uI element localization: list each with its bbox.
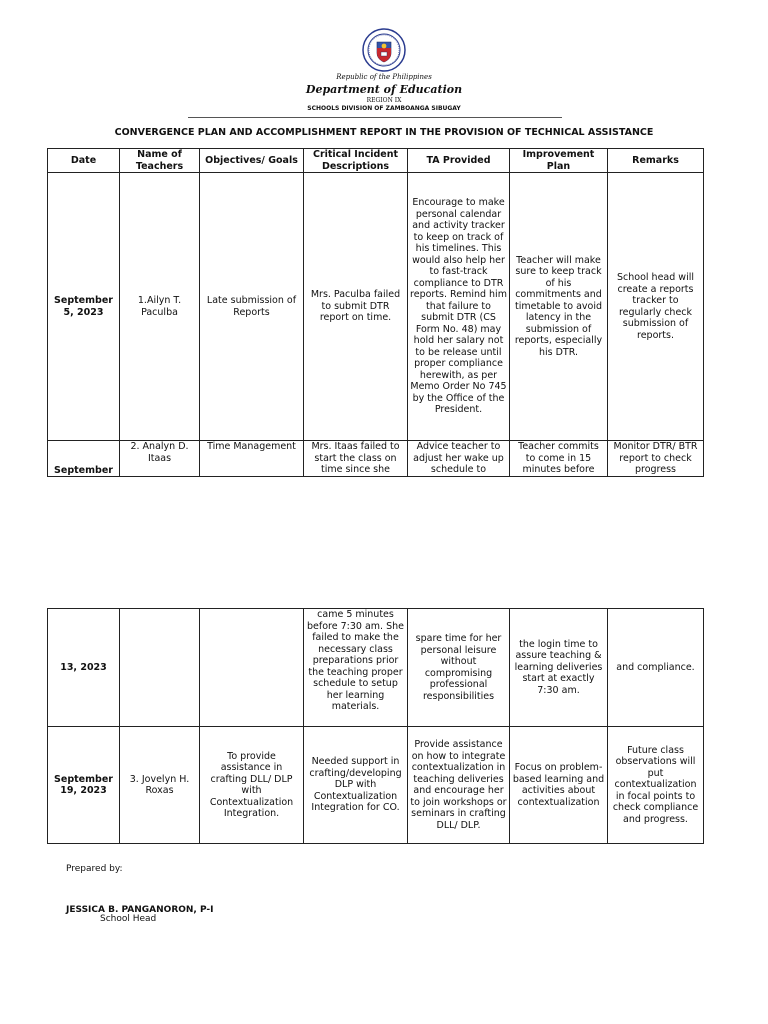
column-header-plan: Improvement Plan xyxy=(510,149,608,173)
row-incident: came 5 minutes before 7:30 am. She failed to make the necessary class preparations prior the teaching proper schedule to setup her learning materials. xyxy=(304,609,408,727)
table-row xyxy=(48,173,704,441)
row-objective: Time Management xyxy=(200,441,304,477)
row-teacher: 1.Ailyn T. Paculba xyxy=(120,173,200,441)
document-title: CONVERGENCE PLAN AND ACCOMPLISHMENT REPORT IN THE PROVISION OF TECHNICAL ASSISTANCE xyxy=(114,127,654,138)
row-incident: Mrs. Paculba failed to submit DTR report on time. xyxy=(304,173,408,441)
column-header-remarks: Remarks xyxy=(608,149,704,173)
row-plan: Focus on problem-based learning and activities about contextualization xyxy=(510,727,608,844)
row-date: September 5, 2023 xyxy=(48,173,120,441)
row-ta: Encourage to make personal calendar and activity tracker to keep on track of his timelines. This would also help her to fast-track compliance to DTR reports. Remind him that failure to submit DTR (CS Form No. 48) may hold her salary not to be release until proper compliance herewith, as per Memo Order No 745 by the Office of the President. xyxy=(408,173,510,441)
table-row xyxy=(48,727,704,844)
table-row xyxy=(48,441,704,477)
signatory-name: JESSICA B. PANGANORON, P-I xyxy=(66,905,214,915)
region-label: REGION IX xyxy=(366,97,402,104)
letterhead xyxy=(0,28,768,112)
header-divider xyxy=(188,117,562,118)
row-objective: To provide assistance in crafting DLL/ DLP with Contextualization Integration. xyxy=(200,727,304,844)
row-plan: Teacher commits to come in 15 minutes before xyxy=(510,441,608,477)
row-objective xyxy=(200,609,304,727)
division-label: SCHOOLS DIVISION OF ZAMBOANGA SIBUGAY xyxy=(307,105,461,112)
row-ta: spare time for her personal leisure without compromising professional responsibilities xyxy=(408,609,510,727)
row-objective: Late submission of Reports xyxy=(200,173,304,441)
row-incident: Needed support in crafting/developing DLP with Contextualization Integration for CO. xyxy=(304,727,408,844)
row-plan: the login time to assure teaching & learning deliveries start at exactly 7:30 am. xyxy=(510,609,608,727)
column-header-teachers: Name of Teachers xyxy=(120,149,200,173)
column-header-date: Date xyxy=(48,149,120,173)
department-name: Department of Education xyxy=(305,83,463,96)
report-table-part-2 xyxy=(47,608,704,844)
row-teacher: 2. Analyn D. Itaas xyxy=(120,441,200,477)
republic-label: Republic of the Philippines xyxy=(336,73,432,81)
table-row xyxy=(48,609,704,727)
row-remarks: Monitor DTR/ BTR report to check progress xyxy=(608,441,704,477)
row-teacher xyxy=(120,609,200,727)
prepared-by-label: Prepared by: xyxy=(66,864,123,874)
column-header-incident: Critical Incident Descriptions xyxy=(304,149,408,173)
row-remarks: Future class observations will put contextualization in focal points to check compliance and progress. xyxy=(608,727,704,844)
row-date: 13, 2023 xyxy=(48,609,120,727)
row-ta: Advice teacher to adjust her wake up schedule to xyxy=(408,441,510,477)
row-remarks: School head will create a reports tracker to regularly check submission of reports. xyxy=(608,173,704,441)
deped-seal-icon xyxy=(362,28,406,72)
table-header-row xyxy=(48,149,704,173)
row-date: September xyxy=(48,441,120,477)
report-table-part-1 xyxy=(47,148,704,477)
signatory-role: School Head xyxy=(100,914,157,924)
column-header-ta: TA Provided xyxy=(408,149,510,173)
row-incident: Mrs. Itaas failed to start the class on time since she xyxy=(304,441,408,477)
row-ta: Provide assistance on how to integrate contextualization in teaching deliveries and encourage her to join workshops or seminars in crafting DLL/ DLP. xyxy=(408,727,510,844)
row-plan: Teacher will make sure to keep track of his commitments and timetable to avoid latency in the submission of reports, especially his DTR. xyxy=(510,173,608,441)
column-header-objectives: Objectives/ Goals xyxy=(200,149,304,173)
row-teacher: 3. Jovelyn H. Roxas xyxy=(120,727,200,844)
row-date: September 19, 2023 xyxy=(48,727,120,844)
row-remarks: and compliance. xyxy=(608,609,704,727)
